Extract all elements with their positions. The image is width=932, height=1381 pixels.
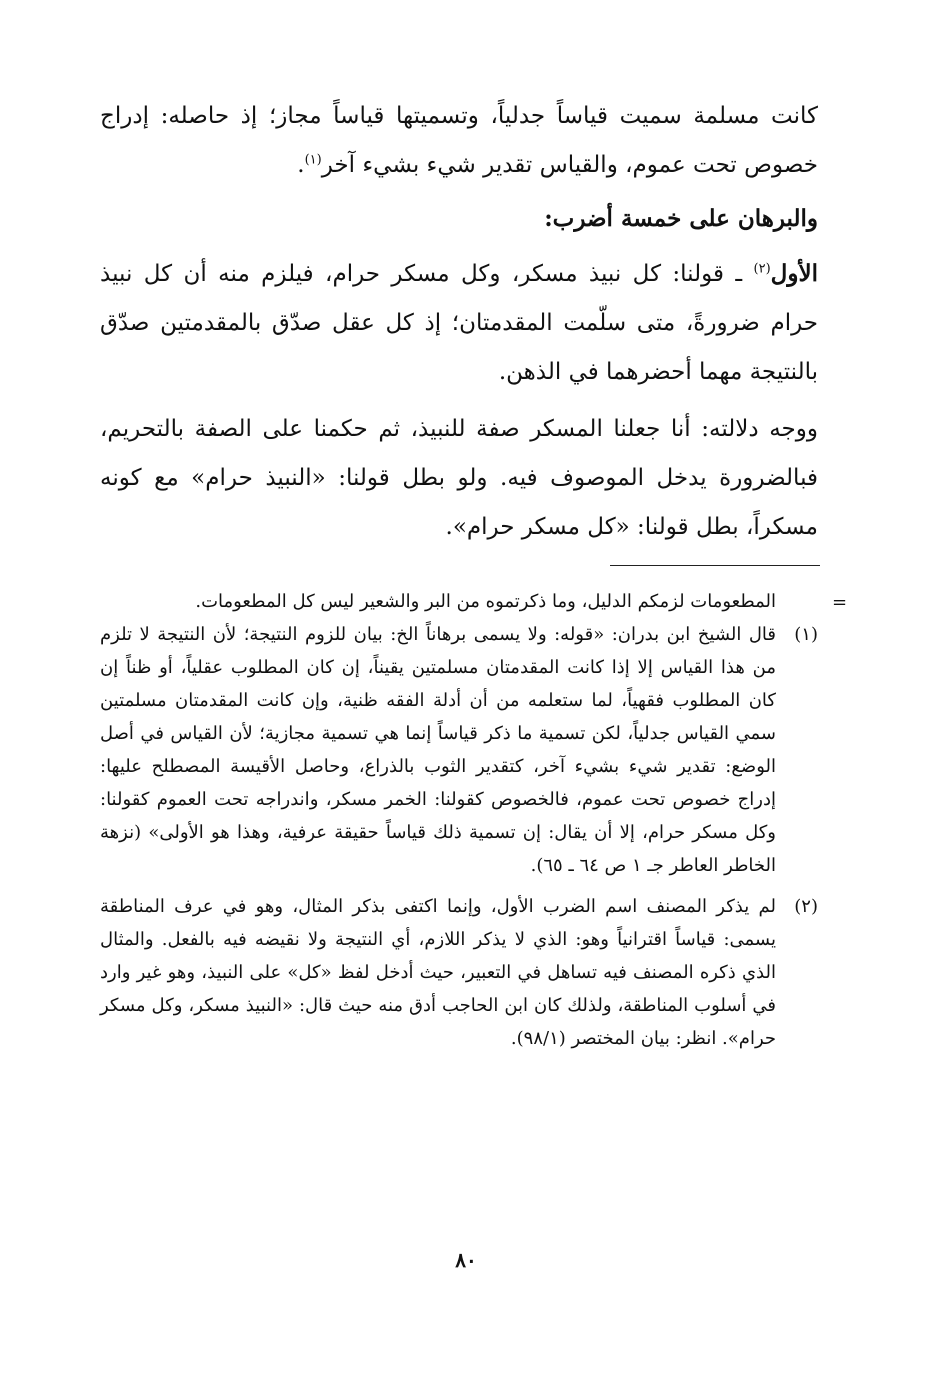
footnote-separator	[610, 565, 820, 566]
footnote-2	[100, 890, 818, 1055]
footnote-1-number: (١)	[794, 624, 818, 645]
footnote-1-text: قال الشيخ ابن بدران: «قوله: ولا يسمى برهاناً الخ: بيان للزوم النتيجة؛ لأن النتيجة لا تلزم من هذا القياس إلا إذا كانت المقدمتان مسلمتين يقيناً، إن كان المطلوب عقلياً، أو ظناً إن كان المطلوب فقهياً، لما ستعلمه من أن أدلة الفقه ظنية، وإن كانت المقدمتان مسلمتين سمي القياس جدلياً، لكن تسمية ما ذكر قياساً إنما هي تسمية مجازية؛ لأن القياس في أصل الوضع: تقدير شيء بشيء آخر، كتقدير الثوب بالذراع، وحاصل الأقيسة المصطلح عليها: إدراج خصوص تحت عموم، فالخصوص كقولنا: الخمر مسكر، واندراجه تحت العموم كقولنا: وكل مسكر حرام، إلا أن يقال: إن تسمية ذلك قياساً حقيقة عرفية، وهذا هو الأولى» (نزهة الخاطر العاطر جـ ١ ص ٦٤ ـ ٦٥).	[100, 624, 776, 876]
paragraph-3: ووجه دلالته: أنا جعلنا المسكر صفة للنبيذ، ثم حكمنا على الصفة بالتحريم، فبالضرورة يدخل الموصوف فيه. ولو بطل قولنا: «النبيذ حرام» مع كونه مسكراً، بطل قولنا: «كل مسكر حرام».	[100, 416, 818, 540]
paragraph-2	[100, 249, 818, 397]
footnote-2-number: (٢)	[794, 896, 818, 917]
paragraph-1-end: .	[297, 152, 305, 178]
continuation-mark: =	[832, 592, 848, 613]
paragraph-2-text: ـ قولنا: كل نبيذ مسكر، وكل مسكر حرام، فيلزم منه أن كل نبيذ حرام ضرورةً، متى سلّمت المقدمتان؛ إذ كل عقل صدّق بالمقدمتين صدّق بالنتيجة مهما أحضرهما في الذهن.	[100, 261, 818, 385]
footnote-1	[100, 618, 818, 882]
paragraph-1	[100, 92, 818, 190]
footnote-ref-2[interactable]: (٢)	[753, 261, 771, 277]
page-number: ٨٠	[455, 1248, 477, 1272]
footnotes	[100, 585, 818, 1055]
footnote-2-text: لم يذكر المصنف اسم الضرب الأول، وإنما اكتفى بذكر المثال، وهو في عرف المناطقة يسمى: قياساً اقترانياً وهو: الذي لا يذكر اللازم، أي النتيجة ولا نقيضه فيه بالفعل. والمثال الذي ذكره المصنف فيه تساهل في التعبير، حيث أدخل لفظ «كل» على النبيذ، وهو غير وارد في أسلوب المناطقة، ولذلك كان ابن الحاجب أدق منه حيث قال: «النبيذ مسكر، وكل مسكر حرام». انظر: بيان المختصر (٩٨/١).	[100, 896, 776, 1049]
paragraph-2-lead: الأول	[770, 260, 818, 287]
footnote-ref-1[interactable]: (١)	[304, 152, 322, 168]
main-text	[100, 92, 818, 552]
paragraph-1-text: كانت مسلمة سميت قياساً جدلياً، وتسميتها قياساً مجاز؛ إذ حاصله: إدراج خصوص تحت عموم، والقياس تقدير شيء بشيء آخر	[100, 103, 818, 178]
footnote-continuation: المطعومات لزمكم الدليل، وما ذكرتموه من البر والشعير ليس كل المطعومات.	[195, 591, 776, 612]
section-heading: والبرهان على خمسة أضرب:	[544, 205, 818, 232]
